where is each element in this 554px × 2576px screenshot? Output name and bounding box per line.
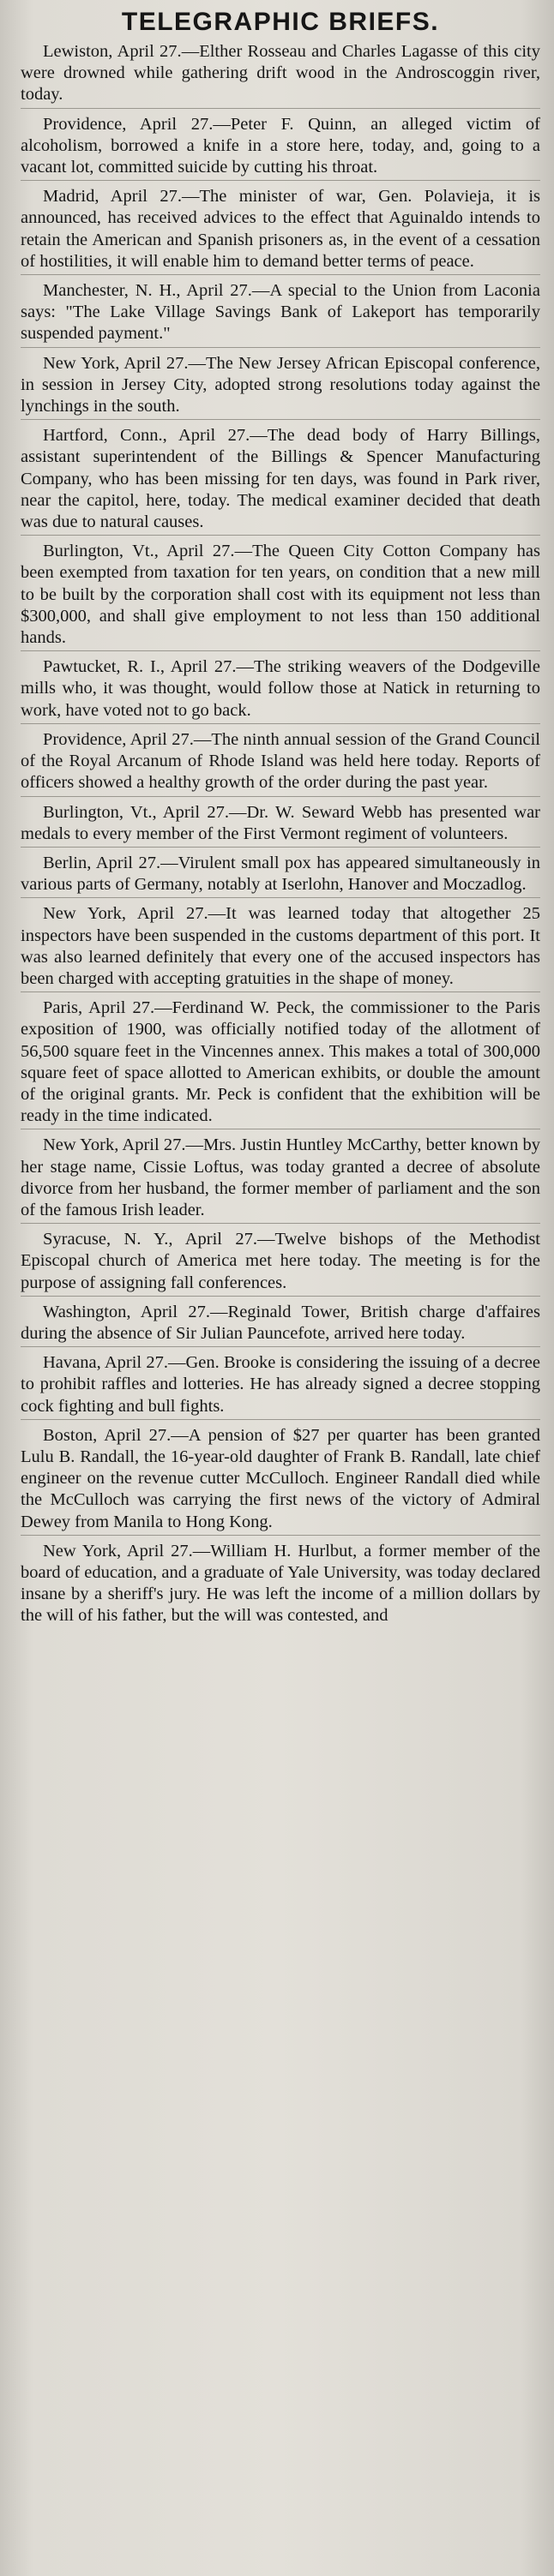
brief-text: —Twelve bishops of the Methodist Episcopal church of America met here today. The meeting is for the purpose of assigning fall conferences. xyxy=(21,1230,540,1292)
brief-dateline: Lewiston, April 27. xyxy=(43,42,182,61)
brief-text: —The New Jersey African Episcopal conference, in session in Jersey City, adopted strong resolutions today against the lynchings in the south. xyxy=(21,353,541,416)
news-brief xyxy=(21,280,540,348)
brief-text: —The striking weavers of the Dodgeville mills who, it was thought, would follow those at Natick in returning to work, have voted not to go back. xyxy=(21,657,540,720)
brief-text: —William H. Hurlbut, a former member of the board of education, and a graduate of Yale University, was today declared insane by a sheriff's jury. He was left the income of a million dollars by the will of his father, but the will was contested, and xyxy=(21,1541,541,1626)
brief-text: —Gen. Brooke is considering the issuing of a decree to prohibit raffles and lotteries. He has already signed a decree stopping cock fighting and bull fights. xyxy=(21,1353,540,1416)
news-brief xyxy=(21,656,540,724)
brief-text: —Virulent small pox has appeared simultaneously in various parts of Germany, notably at Iserlohn, Hanover and Moczadlog. xyxy=(21,853,541,895)
brief-text: —The ninth annual session of the Grand Council of the Royal Arcanum of Rhode Island was held here today. Reports of officers showed a healthy growth of the order during the past year. xyxy=(21,729,540,793)
brief-dateline: Madrid, April 27. xyxy=(43,187,182,207)
news-brief xyxy=(21,903,540,992)
brief-text: —Mrs. Justin Huntley McCarthy, better known by her stage name, Cissie Loftus, was today granted a decree of absolute divorce from her husband, the former member of parliament and the son of the famous Irish leader. xyxy=(21,1135,540,1219)
brief-text: —The dead body of Harry Billings, assistant superintendent of the Billings & Spencer Manufacturing Company, who has been missing for ten days, was found in Park river, near the capitol, here, today. The medical examiner decided that death was due to natural causes. xyxy=(21,426,540,532)
brief-dateline: Syracuse, N. Y., April 27. xyxy=(43,1230,258,1249)
news-brief xyxy=(21,1352,540,1420)
news-brief xyxy=(21,802,540,848)
brief-text: —Peter F. Quinn, an alleged victim of alcoholism, borrowed a knife in a store here, today, and, going to a vacant lot, committed suicide by cutting his throat. xyxy=(21,114,540,177)
news-brief xyxy=(21,186,540,275)
brief-dateline: Providence, April 27. xyxy=(43,729,194,749)
news-brief xyxy=(21,425,540,536)
brief-dateline: Hartford, Conn., April 27. xyxy=(43,426,250,446)
news-brief xyxy=(21,41,540,109)
news-brief xyxy=(21,1425,540,1536)
news-brief xyxy=(21,541,540,651)
brief-dateline: Paris, April 27. xyxy=(43,998,155,1018)
brief-text: —Dr. W. Seward Webb has presented war medals to every member of the First Vermont regiment of volunteers. xyxy=(21,802,540,843)
brief-dateline: Berlin, April 27. xyxy=(43,853,161,872)
brief-text: —It was learned today that altogether 25 inspectors have been suspended in the customs department of this port. It was also learned definitely that every one of the accused inspectors has been charged with accepting gratuities in the shape of money. xyxy=(21,904,540,988)
brief-dateline: New York, April 27. xyxy=(43,904,208,924)
brief-dateline: New York, April 27. xyxy=(43,1541,193,1561)
brief-dateline: New York, April 27. xyxy=(43,1135,186,1155)
brief-dateline: Manchester, N. H., April 27. xyxy=(43,281,252,301)
brief-dateline: Pawtucket, R. I., April 27. xyxy=(43,657,237,677)
brief-dateline: Burlington, Vt., April 27. xyxy=(43,802,229,822)
news-brief xyxy=(21,114,540,182)
brief-dateline: Havana, April 27. xyxy=(43,1353,168,1373)
brief-text: —The minister of war, Gen. Polavieja, it is announced, has received advices to the effect that Aguinaldo intends to retain the American and Spanish prisoners as, in the event of a cessation of hostilities, it will enable him to demand better terms of peace. xyxy=(21,187,540,271)
brief-text: —Reginald Tower, British charge d'affaires during the absence of Sir Julian Pauncefote, arrived here today. xyxy=(21,1302,540,1343)
brief-text: —A pension of $27 per quarter has been granted Lulu B. Randall, the 16-year-old daughter of Frank B. Randall, late chief engineer on the revenue cutter McCulloch. Engineer Randall died while the McCulloch was carrying the first news of the victory of Admiral Dewey from Manila to Hong Kong. xyxy=(21,1425,540,1531)
brief-text: —The Queen City Cotton Company has been exempted from taxation for ten years, on condition that a new mill to be built by the corporation shall cost with its equipment not less than $300,000, and shall give employment to not less than 150 additional hands. xyxy=(21,542,541,648)
brief-dateline: Providence, April 27. xyxy=(43,114,214,134)
news-brief xyxy=(21,1541,540,1629)
brief-dateline: Burlington, Vt., April 27. xyxy=(43,542,235,561)
news-brief xyxy=(21,1135,540,1224)
news-brief xyxy=(21,353,540,421)
news-brief xyxy=(21,997,540,1129)
brief-dateline: New York, April 27. xyxy=(43,353,189,373)
briefs-list xyxy=(21,41,540,1629)
news-brief xyxy=(21,1229,540,1297)
news-brief xyxy=(21,1302,540,1347)
brief-dateline: Washington, April 27. xyxy=(43,1302,211,1321)
brief-dateline: Boston, April 27. xyxy=(43,1425,172,1445)
headline: TELEGRAPHIC BRIEFS. xyxy=(121,8,440,36)
news-brief xyxy=(21,729,540,797)
brief-text: —Elther Rosseau and Charles Lagasse of this city were drowned while gathering drift wood in the Androscoggin river, today. xyxy=(21,42,540,105)
news-brief xyxy=(21,853,540,898)
brief-text: —A special to the Union from Laconia says: "The Lake Village Savings Bank of Lakeport has temporarily suspended payment." xyxy=(21,281,540,344)
brief-text: —Ferdinand W. Peck, the commissioner to the Paris exposition of 1900, was officially notified today of the allotment of 56,500 square feet in the Vincennes annex. This makes a total of 300,000 square feet of space allotted to American exhibits, or double the amount of the original grants. Mr. Peck is confident that the exhibition will be ready in the time indicated. xyxy=(21,998,540,1126)
